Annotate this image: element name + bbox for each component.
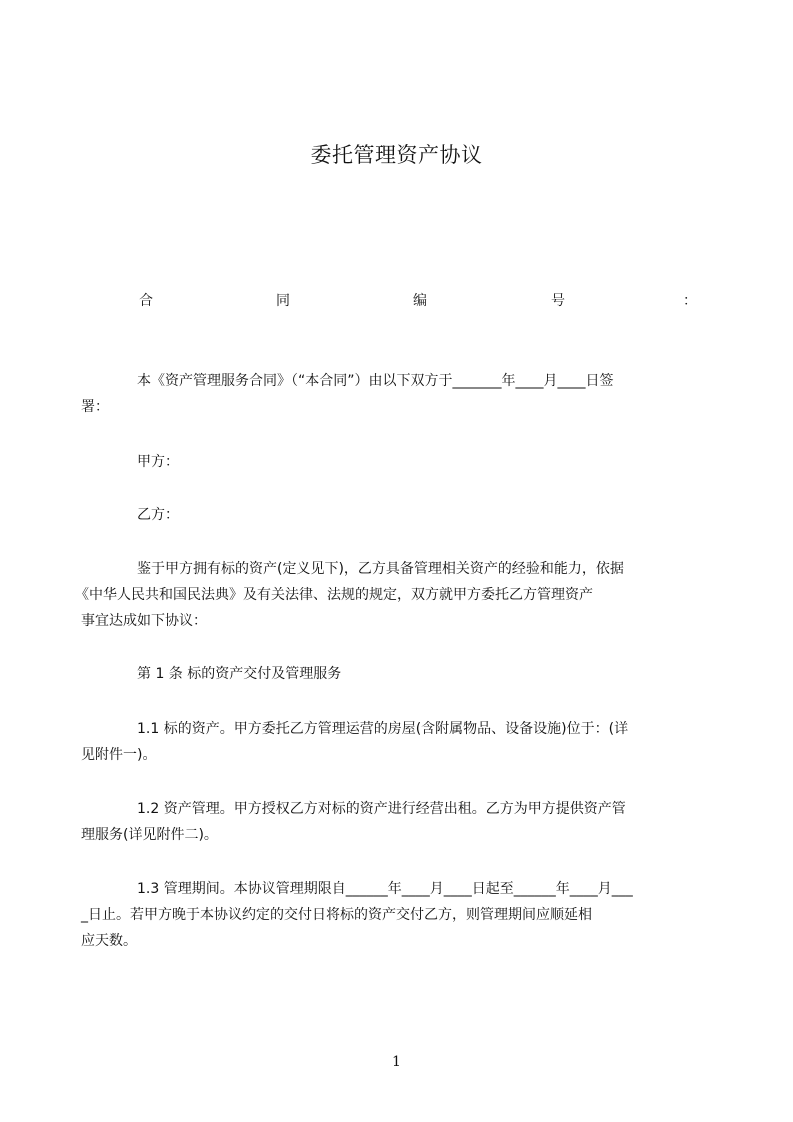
article-1-heading xyxy=(109,661,701,687)
preamble-line: 鉴于甲方拥有标的资产(定义见下)，乙方具备管理相关资产的经验和能力，依据 xyxy=(137,561,624,577)
clause-line: 1.1 标的资产。甲方委托乙方管理运营的房屋(含附属物品、设备设施)位于：(详 xyxy=(137,721,629,737)
page-number: 1 xyxy=(392,1054,401,1070)
contract-number-char: 同 xyxy=(276,293,290,309)
party-b-label xyxy=(109,502,701,528)
document-title: 委托管理资产协议 xyxy=(310,143,483,167)
clause-line: 1.3 管理期间。本协议管理期限自______年____月____日起至______年____月___ xyxy=(137,881,633,897)
party-a-label xyxy=(109,449,701,475)
preamble-line: 事宜达成如下协议： xyxy=(81,613,207,629)
contract-number-char: 合 xyxy=(139,293,153,309)
clause-line: 见附件一)。 xyxy=(81,747,157,763)
contract-number-char: 号 xyxy=(551,293,565,309)
clause-line: _日止。若甲方晚于本协议约定的交付日将标的资产交付乙方，则管理期间应顺延相 xyxy=(81,907,592,923)
intro-paragraph xyxy=(81,368,701,420)
clause-1-2 xyxy=(81,796,701,848)
clause-line: 应天数。 xyxy=(81,933,137,949)
preamble-line: 《中华人民共和国民法典》及有关法律、法规的规定，双方就甲方委托乙方管理资产 xyxy=(75,587,593,603)
intro-line: 本《资产管理服务合同》（“本合同”）由以下双方于_______年____月____日签 xyxy=(137,373,614,389)
contract-number-line xyxy=(139,290,695,312)
clause-1-1 xyxy=(81,716,701,768)
clause-line: 理服务(详见附件二)。 xyxy=(81,827,218,843)
party-a-text: 甲方： xyxy=(137,454,179,470)
clause-line: 1.2 资产管理。甲方授权乙方对标的资产进行经营出租。乙方为甲方提供资产管 xyxy=(137,801,626,817)
preamble-paragraph xyxy=(75,556,701,634)
contract-number-char: 编 xyxy=(413,293,427,309)
contract-number-char: ： xyxy=(683,293,697,309)
intro-line: 署： xyxy=(81,399,109,415)
article-heading-text: 第 1 条 标的资产交付及管理服务 xyxy=(137,666,342,682)
party-b-text: 乙方： xyxy=(137,507,179,523)
clause-1-3 xyxy=(81,876,701,954)
